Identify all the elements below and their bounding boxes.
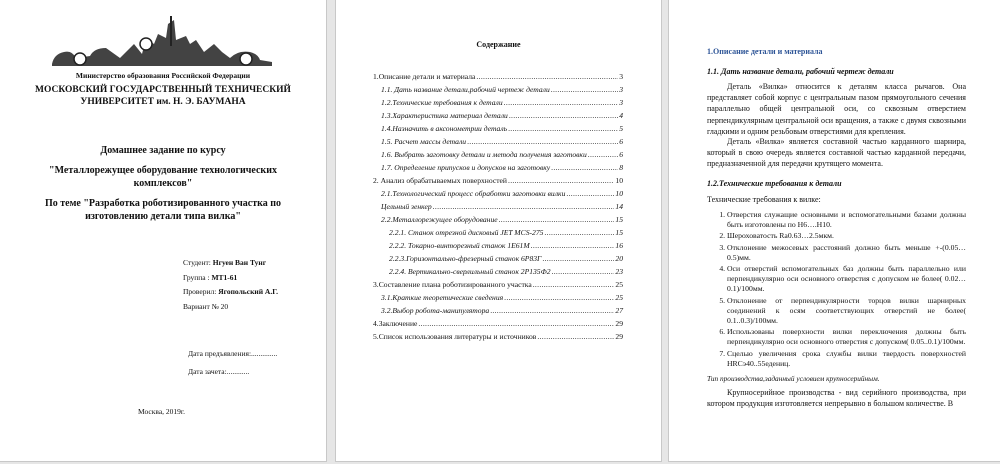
- toc-entry-text: 1.6. Выбрать заготовку детали и метода получения заготовки: [381, 150, 587, 159]
- toc-page-number: 5: [619, 124, 623, 133]
- toc-leader-dots: [490, 306, 614, 315]
- toc-entry-text: 2.2.2. Токарно-винторезный станок 1Е61М: [389, 241, 530, 250]
- toc-entry[interactable]: [373, 137, 623, 146]
- toc-entry-text: 3.2.Выбор робота-манипулятора: [381, 306, 490, 315]
- requirement-item: 1. Отверстия служащие основными и вспомогательными базами должны быть изготовлены по Н6….Н10.: [727, 210, 966, 230]
- toc-page-number: 10: [615, 189, 623, 198]
- ministry-text: Министерство образования Российской Федерации: [75, 71, 251, 80]
- student-name: Нгуен Ван Тунг: [212, 258, 267, 267]
- toc-entry-text: 2.2.3.Горизонтально-фрезерный станок 6Р83Г: [389, 254, 542, 263]
- toc-leader-dots: [531, 241, 615, 250]
- toc-entry[interactable]: [373, 254, 623, 263]
- university-name: [0, 84, 326, 108]
- dates-block: [188, 345, 277, 381]
- production-type: Тип производства,заданный условием крупносерийным.: [707, 374, 880, 383]
- checked-name: Ягопольский А.Г.: [218, 287, 279, 296]
- subsection-1-heading: 1.1. Дать название детали, рабочий чертеж детали: [707, 67, 894, 76]
- date-pass: Дата зачета:............: [188, 367, 250, 376]
- requirement-item: 2. Шероховатость Ra0.63…2.5мкм.: [727, 231, 966, 241]
- toc-entry-text: 1.Описание детали и материала: [373, 72, 476, 81]
- student-info: [183, 256, 278, 314]
- toc-entry-text: 1.3.Характеристика материал детали: [381, 111, 508, 120]
- university-line-2: УНИВЕРСИТЕТ им. Н. Э. БАУМАНА: [80, 97, 246, 107]
- variant-text: Вариант № 20: [183, 301, 229, 311]
- requirement-item: 3. Отклонение межосевых расстояний должно быть меньше +-(0.05…0.5)мм.: [727, 243, 966, 263]
- checked-label: Проверил:: [183, 287, 219, 296]
- toc-entry[interactable]: [373, 241, 623, 250]
- page-title-sheet: [0, 0, 327, 462]
- toc-entry[interactable]: [373, 176, 623, 185]
- city-year: Москва, 2019г.: [138, 407, 186, 416]
- toc-leader-dots: [588, 150, 618, 159]
- paragraph-1: Деталь «Вилка» относится к деталям класса рычагов. Она представляет собой корпус с центральным пазом прямоугольного сечения параллельно общей центральной оси, со сквозным отверстием перпендикулярным центральной оси вращения, а также с двумя сквозными гладкими и одним резьбовым отверстиями для крепления.: [707, 82, 966, 136]
- toc-page-number: 8: [619, 163, 623, 172]
- toc-entry-text: 2.2.1. Станок отрезной дисковый JET MCS-275: [389, 228, 544, 237]
- toc-entry[interactable]: [373, 85, 623, 94]
- requirements-intro: Технические требования к вилке:: [707, 195, 821, 204]
- toc-entry-text: 1.4.Назначить в аксонометрии деталь: [381, 124, 508, 133]
- toc-entry[interactable]: [373, 189, 623, 198]
- page-section-1: [668, 0, 1000, 462]
- toc-entry[interactable]: [373, 202, 623, 211]
- toc-leader-dots: [499, 215, 615, 224]
- toc-page-number: 25: [615, 280, 623, 289]
- university-emblem-image: [50, 14, 275, 66]
- toc-leader-dots: [542, 254, 614, 263]
- toc-entry-text: 5.Список использования литературы и источников: [373, 332, 537, 341]
- toc-page-number: 25: [615, 293, 623, 302]
- course-title: "Металлорежущее оборудование технологических комплексов": [49, 165, 277, 189]
- requirements-list: [689, 210, 966, 370]
- toc-page-number: 16: [615, 241, 623, 250]
- toc-entry-text: 2. Анализ обрабатываемых поверхностей: [373, 176, 507, 185]
- toc-entry[interactable]: [373, 111, 623, 120]
- toc-leader-dots: [509, 111, 618, 120]
- toc-entry[interactable]: [373, 72, 623, 81]
- toc-page-number: 3: [619, 85, 623, 94]
- toc-leader-dots: [552, 267, 615, 276]
- contents-title: Содержание: [476, 40, 521, 49]
- toc-entry[interactable]: [373, 98, 623, 107]
- toc-leader-dots: [533, 280, 615, 289]
- toc-page-number: 6: [619, 150, 623, 159]
- toc-entry[interactable]: [373, 332, 623, 341]
- toc-entry-text: 1.7. Определение припусков и допусков на заготовку: [381, 163, 551, 172]
- toc-entry-text: 3.Составление плана роботизированного участка: [373, 280, 532, 289]
- toc-entry-text: 4.Заключение: [373, 319, 418, 328]
- toc-leader-dots: [504, 98, 619, 107]
- toc-entry[interactable]: [373, 267, 623, 276]
- toc-leader-dots: [551, 85, 618, 94]
- subsection-2-heading: 1.2.Технические требования к детали: [707, 179, 842, 188]
- section-heading: 1.Описание детали и материала: [707, 47, 823, 56]
- toc-leader-dots: [504, 293, 614, 302]
- page-contents: [335, 0, 662, 462]
- requirement-item: 4. Оси отверстий вспомогательных баз должны быть параллельно или перпендикулярно оси основного отверстия с допуском не более( 0.02…0.1)/100мм.: [727, 264, 966, 295]
- toc-page-number: 6: [619, 137, 623, 146]
- toc-page-number: 29: [615, 332, 623, 341]
- toc-leader-dots: [433, 202, 615, 211]
- toc-leader-dots: [418, 319, 614, 328]
- paragraph-3: Крупносерийное производства - вид серийного производства, при котором продукция изготовляется непрерывно в большом количестве. В: [707, 388, 966, 409]
- toc-page-number: 20: [615, 254, 623, 263]
- toc-entry[interactable]: [373, 150, 623, 159]
- toc-entry[interactable]: [373, 293, 623, 302]
- toc-entry-text: 3.1.Краткие теоретические сведения: [381, 293, 504, 302]
- date-submit: Дата предъявления:..............: [188, 349, 278, 358]
- toc-leader-dots: [467, 137, 618, 146]
- toc-entry[interactable]: [373, 228, 623, 237]
- toc-leader-dots: [508, 176, 614, 185]
- group-label: Группа :: [183, 272, 212, 282]
- requirement-item: 5. Отклонение от перпендикулярности торцов вилки шарнирных соединений к осям соответствующих отверстий не более( 0.1..0.3)/100мм.: [727, 296, 966, 327]
- toc-entry[interactable]: [373, 163, 623, 172]
- group-value: МТ1-61: [211, 272, 238, 282]
- toc-page-number: 3: [619, 72, 623, 81]
- assignment-title: Домашнее задание по курсу: [100, 145, 226, 156]
- requirement-item: 7. Сцелью увеличения срока службы вилки твердость поверхностей HRCэ40..55едениц.: [727, 349, 966, 369]
- toc-page-number: 10: [615, 176, 623, 185]
- toc-entry[interactable]: [373, 124, 623, 133]
- toc-entry-text: 2.2.Металлорежущее оборудование: [381, 215, 498, 224]
- toc-page-number: 29: [615, 319, 623, 328]
- toc-entry-text: 1.2.Технические требования к детали: [381, 98, 503, 107]
- toc-entry[interactable]: [373, 215, 623, 224]
- toc-leader-dots: [551, 163, 618, 172]
- toc-entry-text: 1.5. Расчет массы детали: [381, 137, 467, 146]
- toc-page-number: 4: [619, 111, 623, 120]
- toc-entry-text: Цельный зенкер: [381, 202, 432, 211]
- toc-page-number: 14: [615, 202, 623, 211]
- toc-leader-dots: [537, 332, 614, 341]
- toc-page-number: 15: [615, 228, 623, 237]
- toc-entry-text: 2.1.Технологический процесс обработки заготовки вилки: [381, 189, 566, 198]
- university-line-1: МОСКОВСКИЙ ГОСУДАРСТВЕННЫЙ ТЕХНИЧЕСКИЙ: [35, 85, 291, 95]
- toc-leader-dots: [476, 72, 618, 81]
- toc-entry-text: 2.2.4. Вертикально-сверлильный станок 2Р135Ф2: [389, 267, 551, 276]
- toc-entry[interactable]: [373, 306, 623, 315]
- toc-page-number: 3: [619, 98, 623, 107]
- toc-page-number: 23: [615, 267, 623, 276]
- toc-leader-dots: [544, 228, 614, 237]
- toc-entry[interactable]: [373, 319, 623, 328]
- topic-title: По теме "Разработка роботизированного участка по изготовлению детали типа вилка": [44, 198, 282, 222]
- toc-page-number: 15: [615, 215, 623, 224]
- student-label: Студент:: [183, 258, 213, 267]
- toc-leader-dots: [508, 124, 618, 133]
- toc-entry-text: 1.1. Дать название детали,рабочий чертеж детали: [381, 85, 550, 94]
- paragraph-2: Деталь «Вилка» является составной частью карданного шарнира, который в свою очередь является составной частью карданной передачи, предназначенной для передачи крутящего момента.: [707, 137, 966, 169]
- toc-entry[interactable]: [373, 280, 623, 289]
- toc-leader-dots: [566, 189, 614, 198]
- requirement-item: 6. Использованы поверхности вилки переключения должны быть перпендикулярно оси основного отверстия с допуском( 0.05..0.1)/100мм.: [727, 327, 966, 347]
- toc-page-number: 27: [615, 306, 623, 315]
